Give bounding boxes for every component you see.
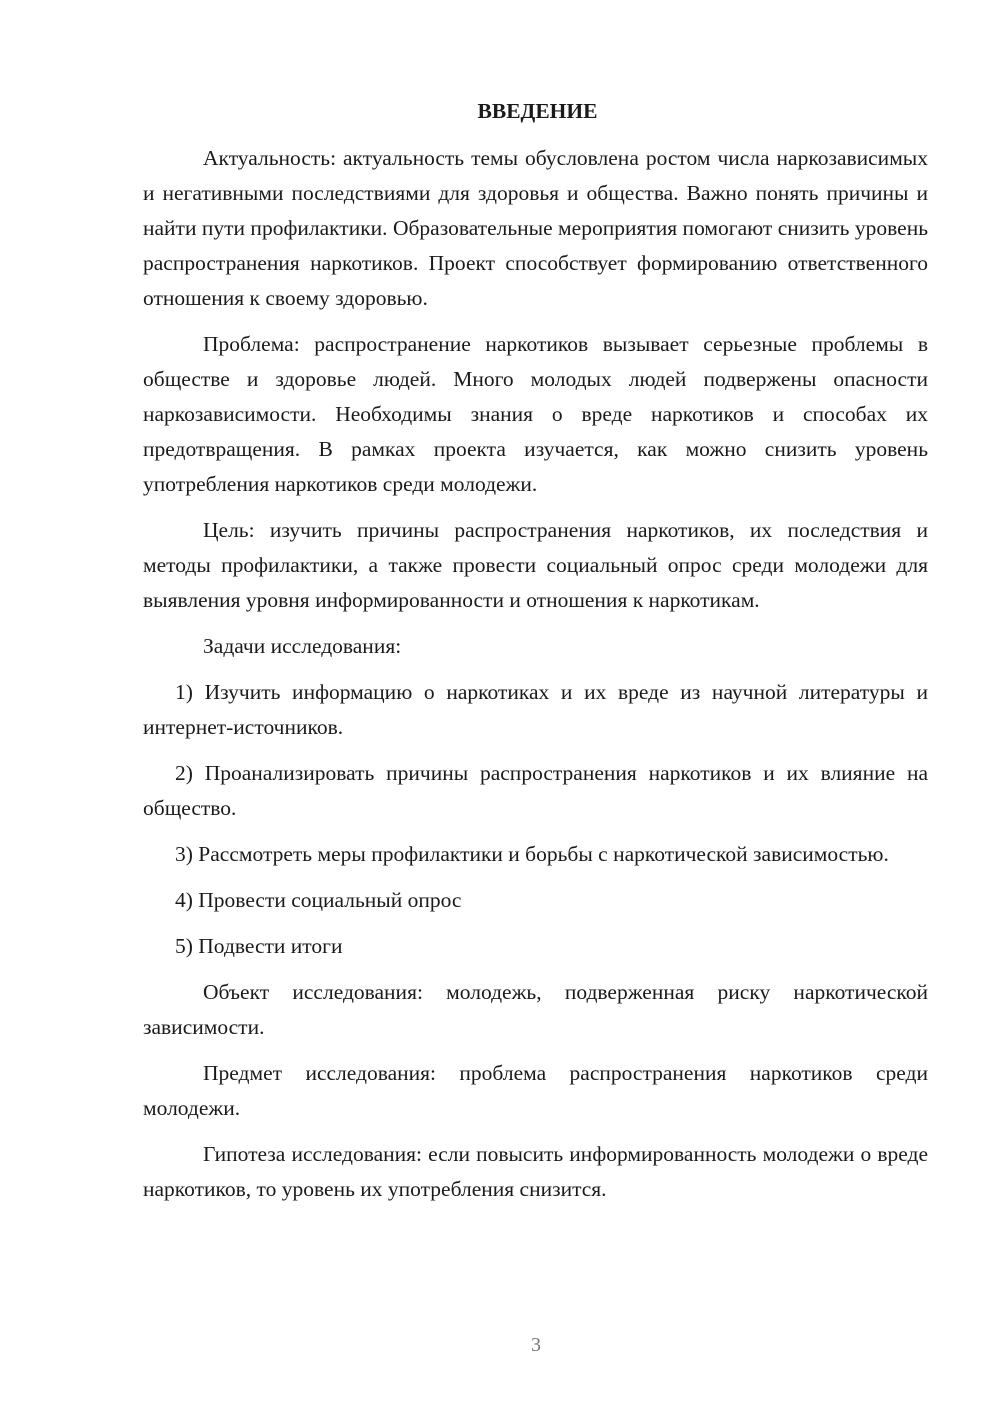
list-item: 3) Рассмотреть меры профилактики и борьбы с наркотической зависимостью. [175, 842, 889, 866]
paragraph-subject: Предмет исследования: проблема распространения наркотиков среди молодежи. [143, 1061, 928, 1120]
paragraph-problem: Проблема: распространение наркотиков вызывает серьезные проблемы в обществе и здоровье людей. Много молодых людей подвержены опасности наркозависимости. Необходимы знания о вреде наркотиков и способах их предотвращения. В рамках проекта изучается, как можно снизить уровень употребления наркотиков среди молодежи. [143, 332, 928, 496]
tasks-heading: Задачи исследования: [203, 634, 402, 658]
paragraph-hypothesis: Гипотеза исследования: если повысить информированность молодежи о вреде наркотиков, то уровень их употребления снизится. [143, 1142, 928, 1201]
list-item: 1) Изучить информацию о наркотиках и их вреде из научной литературы и интернет-источников. [143, 680, 928, 739]
paragraph-goal: Цель: изучить причины распространения наркотиков, их последствия и методы профилактики, а также провести социальный опрос среди молодежи для выявления уровня информированности и отношения к наркотикам. [143, 518, 928, 612]
list-item: 4) Провести социальный опрос [175, 888, 462, 912]
list-item: 5) Подвести итоги [175, 934, 343, 958]
list-item: 2) Проанализировать причины распространения наркотиков и их влияние на общество. [143, 761, 928, 820]
paragraph-object: Объект исследования: молодежь, подверженная риску наркотической зависимости. [143, 980, 928, 1039]
page-number: 3 [531, 1334, 541, 1356]
tasks-list [143, 675, 928, 964]
document-page [143, 94, 928, 1218]
paragraph-relevance: Актуальность: актуальность темы обусловлена ростом числа наркозависимых и негативными последствиями для здоровья и общества. Важно понять причины и найти пути профилактики. Образовательные мероприятия помогают снизить уровень распространения наркотиков. Проект способствует формированию ответственного отношения к своему здоровью. [143, 146, 928, 310]
document-title: ВВЕДЕНИЕ [477, 99, 598, 123]
